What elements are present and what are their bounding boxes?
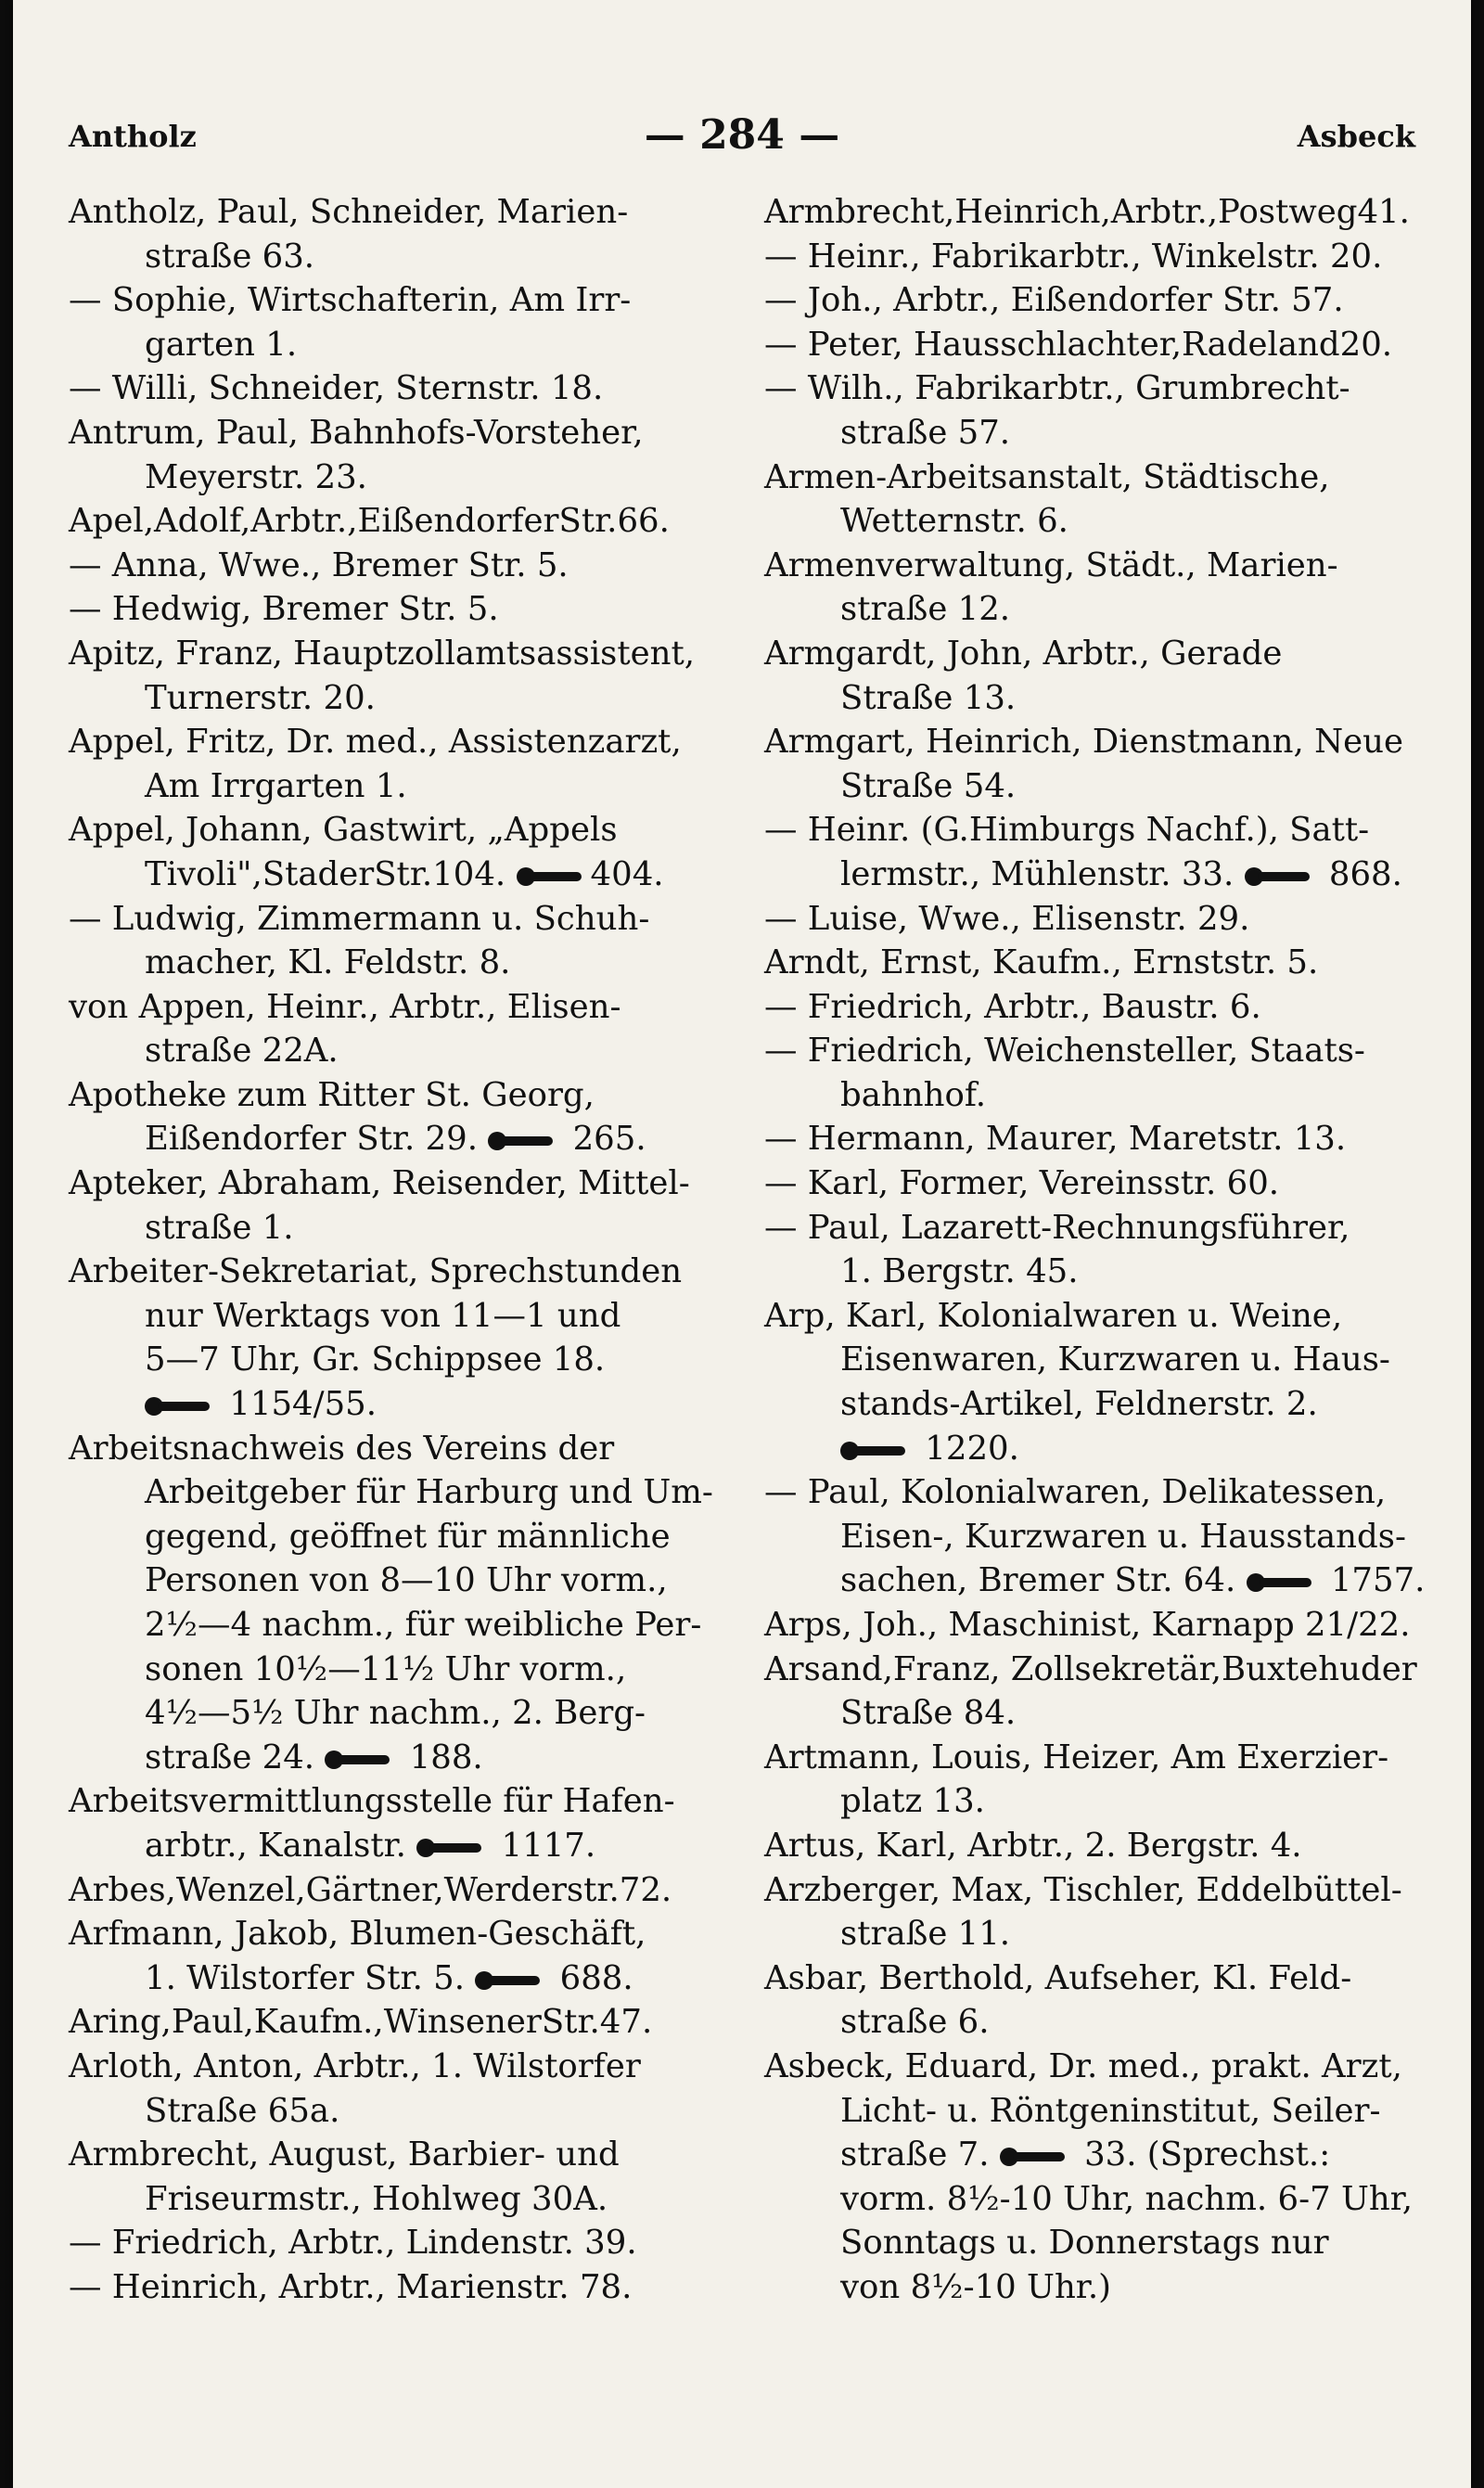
directory-entry: — Peter, Hausschlachter,Radeland20. <box>764 325 1393 364</box>
directory-entry-continuation: straße 24. 188. <box>145 1738 483 1776</box>
directory-entry-continuation: 4½—5½ Uhr nachm., 2. Berg- <box>145 1694 646 1733</box>
directory-entry: Asbar, Berthold, Aufseher, Kl. Feld- <box>764 1958 1352 1997</box>
directory-entry-continuation: Arbeitgeber für Harburg und Um- <box>145 1473 713 1512</box>
directory-entry: Armgardt, John, Arbtr., Gerade <box>764 634 1283 673</box>
directory-entry: Arbes,Wenzel,Gärtner,Werderstr.72. <box>69 1870 672 1909</box>
right-column <box>764 190 1432 2310</box>
directory-entry: Arfmann, Jakob, Blumen-Geschäft, <box>69 1915 646 1954</box>
directory-entry: — Heinr., Fabrikarbtr., Winkelstr. 20. <box>764 237 1383 276</box>
header-first-entry: Antholz <box>69 119 197 154</box>
telephone-icon <box>1000 2146 1067 2168</box>
directory-page <box>13 0 1471 2488</box>
directory-entry-continuation: Am Irrgarten 1. <box>145 766 407 805</box>
directory-entry-continuation: Wetternstr. 6. <box>840 502 1068 541</box>
directory-entry: Arsand,Franz, Zollsekretär,Buxtehuder <box>764 1649 1417 1688</box>
directory-entry-continuation: vorm. 8½-10 Uhr, nachm. 6-7 Uhr, <box>840 2179 1414 2218</box>
directory-entry: — Anna, Wwe., Bremer Str. 5. <box>69 545 569 584</box>
telephone-icon <box>475 1969 542 1992</box>
directory-entry: Arp, Karl, Kolonialwaren u. Weine, <box>764 1296 1343 1335</box>
directory-entry-continuation: sachen, Bremer Str. 64. 1757. <box>840 1561 1426 1600</box>
directory-entry: — Friedrich, Arbtr., Lindenstr. 39. <box>69 2224 637 2263</box>
directory-entry: Apitz, Franz, Hauptzollamtsassistent, <box>69 634 696 673</box>
directory-entry: Aring,Paul,Kaufm.,WinsenerStr.47. <box>69 2003 653 2042</box>
directory-entry: Armen-Arbeitsanstalt, Städtische, <box>764 457 1330 496</box>
directory-entry-continuation: Straße 54. <box>840 766 1017 805</box>
header-last-entry: Asbeck <box>1297 119 1415 154</box>
directory-entry-continuation: straße 1. <box>145 1208 294 1247</box>
directory-entry: — Heinrich, Arbtr., Marienstr. 78. <box>69 2267 633 2306</box>
directory-entry-continuation: Sonntags u. Donnerstags nur <box>840 2224 1329 2263</box>
telephone-icon <box>1245 866 1311 888</box>
directory-entry-continuation: macher, Kl. Feldstr. 8. <box>145 943 511 982</box>
directory-entry: — Ludwig, Zimmermann u. Schuh- <box>69 899 650 938</box>
directory-entry-continuation: stands-Artikel, Feldnerstr. 2. <box>840 1385 1318 1424</box>
directory-entry-continuation: straße 22A. <box>145 1032 339 1071</box>
directory-entry-continuation: arbtr., Kanalstr. 1117. <box>145 1826 596 1865</box>
directory-entry-continuation: von 8½-10 Uhr.) <box>840 2267 1112 2306</box>
directory-entry-continuation: Licht- u. Röntgeninstitut, Seiler- <box>840 2091 1381 2130</box>
directory-entry-continuation: straße 11. <box>840 1915 1011 1954</box>
directory-entry: Arps, Joh., Maschinist, Karnapp 21/22. <box>764 1606 1411 1644</box>
directory-entry-continuation: Personen von 8—10 Uhr vorm., <box>145 1561 668 1600</box>
directory-entry-continuation: Straße 84. <box>840 1694 1017 1733</box>
directory-entry: Antholz, Paul, Schneider, Marien- <box>69 193 629 231</box>
directory-entry-continuation: Turnerstr. 20. <box>145 678 376 717</box>
directory-entry-continuation: 5—7 Uhr, Gr. Schippsee 18. <box>145 1340 606 1379</box>
directory-entry: Artus, Karl, Arbtr., 2. Bergstr. 4. <box>764 1826 1302 1865</box>
directory-entry-continuation: Meyerstr. 23. <box>145 457 367 496</box>
directory-entry: Artmann, Louis, Heizer, Am Exerzier- <box>764 1738 1389 1776</box>
directory-entry: — Friedrich, Arbtr., Baustr. 6. <box>764 987 1261 1026</box>
directory-entry-continuation: 1220. <box>764 1427 1432 1471</box>
directory-entry: Arbeitsvermittlungsstelle für Hafen- <box>69 1782 675 1821</box>
directory-entry-continuation: straße 63. <box>145 237 315 276</box>
directory-entry-continuation: sonen 10½—11½ Uhr vorm., <box>145 1649 627 1688</box>
directory-entry: Appel, Johann, Gastwirt, „Appels <box>69 811 618 850</box>
directory-entry-continuation: nur Werktags von 11—1 und <box>145 1296 621 1335</box>
directory-entry-continuation: garten 1. <box>145 325 298 364</box>
directory-entry-continuation: platz 13. <box>840 1782 985 1821</box>
directory-entry: Arbeitsnachweis des Vereins der <box>69 1429 615 1468</box>
directory-entry-continuation: Eisenwaren, Kurzwaren u. Haus- <box>840 1340 1390 1379</box>
left-column <box>69 190 736 2310</box>
directory-entry-continuation: straße 12. <box>840 590 1011 629</box>
directory-entry: Antrum, Paul, Bahnhofs-Vorsteher, <box>69 413 644 452</box>
directory-entry: — Karl, Former, Vereinsstr. 60. <box>764 1164 1280 1203</box>
directory-entry: Armenverwaltung, Städt., Marien- <box>764 545 1338 584</box>
directory-entry: Apel,Adolf,Arbtr.,EißendorferStr.66. <box>69 502 670 541</box>
directory-entry-continuation: bahnhof. <box>840 1075 987 1114</box>
directory-entry: von Appen, Heinr., Arbtr., Elisen- <box>69 987 621 1026</box>
directory-entry: — Joh., Arbtr., Eißendorfer Str. 57. <box>764 281 1344 320</box>
directory-entry-continuation: Tivoli",StaderStr.104. 404. <box>145 854 664 893</box>
directory-entry: Appel, Fritz, Dr. med., Assistenzarzt, <box>69 723 682 762</box>
directory-entry: — Hermann, Maurer, Maretstr. 13. <box>764 1120 1347 1159</box>
directory-entry-continuation: 1154/55. <box>69 1382 736 1427</box>
directory-entry-continuation: Eißendorfer Str. 29. 265. <box>145 1120 646 1159</box>
page-number: — 284 — <box>644 111 840 159</box>
running-head <box>69 111 1415 167</box>
directory-entry: — Paul, Kolonialwaren, Delikatessen, <box>764 1473 1387 1512</box>
directory-entry: — Heinr. (G.Himburgs Nachf.), Satt- <box>764 811 1370 850</box>
directory-entry-continuation: Straße 13. <box>840 678 1017 717</box>
directory-entry-continuation: Friseurmstr., Hohlweg 30A. <box>145 2179 608 2218</box>
directory-entry: Apteker, Abraham, Reisender, Mittel- <box>69 1164 690 1203</box>
directory-entry: Arbeiter-Sekretariat, Sprechstunden <box>69 1252 683 1291</box>
directory-entry-continuation: Eisen-, Kurzwaren u. Hausstands- <box>840 1517 1406 1556</box>
directory-entry-continuation: straße 7. 33. (Sprechst.: <box>840 2135 1331 2174</box>
directory-entry: Arzberger, Max, Tischler, Eddelbüttel- <box>764 1870 1402 1909</box>
telephone-icon <box>517 866 583 888</box>
directory-entry-continuation: 1. Wilstorfer Str. 5. 688. <box>145 1958 633 1997</box>
telephone-icon <box>416 1837 483 1859</box>
telephone-icon <box>145 1395 211 1417</box>
directory-entry-continuation: straße 6. <box>840 2003 990 2042</box>
directory-entry-continuation: Straße 65a. <box>145 2091 340 2130</box>
directory-entry: — Luise, Wwe., Elisenstr. 29. <box>764 899 1250 938</box>
telephone-icon <box>840 1440 907 1462</box>
directory-entry: — Paul, Lazarett-Rechnungsführer, <box>764 1208 1350 1247</box>
directory-entry: — Willi, Schneider, Sternstr. 18. <box>69 369 604 408</box>
directory-entry-continuation: straße 57. <box>840 413 1011 452</box>
directory-entry-continuation: gegend, geöffnet für männliche <box>145 1517 671 1556</box>
directory-entry: Armbrecht,Heinrich,Arbtr.,Postweg41. <box>764 193 1410 231</box>
directory-entry-continuation: lermstr., Mühlenstr. 33. 868. <box>840 854 1402 893</box>
directory-entry: Arloth, Anton, Arbtr., 1. Wilstorfer <box>69 2046 641 2085</box>
telephone-icon <box>1247 1571 1313 1594</box>
directory-entry: Asbeck, Eduard, Dr. med., prakt. Arzt, <box>764 2046 1402 2085</box>
directory-entry: Armbrecht, August, Barbier- und <box>69 2135 620 2174</box>
directory-entry-continuation: 1. Bergstr. 45. <box>840 1252 1079 1291</box>
directory-entry: — Hedwig, Bremer Str. 5. <box>69 590 499 629</box>
directory-entry: Apotheke zum Ritter St. Georg, <box>69 1075 595 1114</box>
directory-entry: — Friedrich, Weichensteller, Staats- <box>764 1032 1365 1071</box>
telephone-icon <box>488 1130 555 1152</box>
telephone-icon <box>325 1749 391 1771</box>
directory-entry: Arndt, Ernst, Kaufm., Ernststr. 5. <box>764 943 1319 982</box>
directory-entry: — Wilh., Fabrikarbtr., Grumbrecht- <box>764 369 1350 408</box>
directory-entry: — Sophie, Wirtschafterin, Am Irr- <box>69 281 632 320</box>
directory-entry-continuation: 2½—4 nachm., für weibliche Per- <box>145 1606 702 1644</box>
directory-entry: Armgart, Heinrich, Dienstmann, Neue <box>764 723 1404 762</box>
